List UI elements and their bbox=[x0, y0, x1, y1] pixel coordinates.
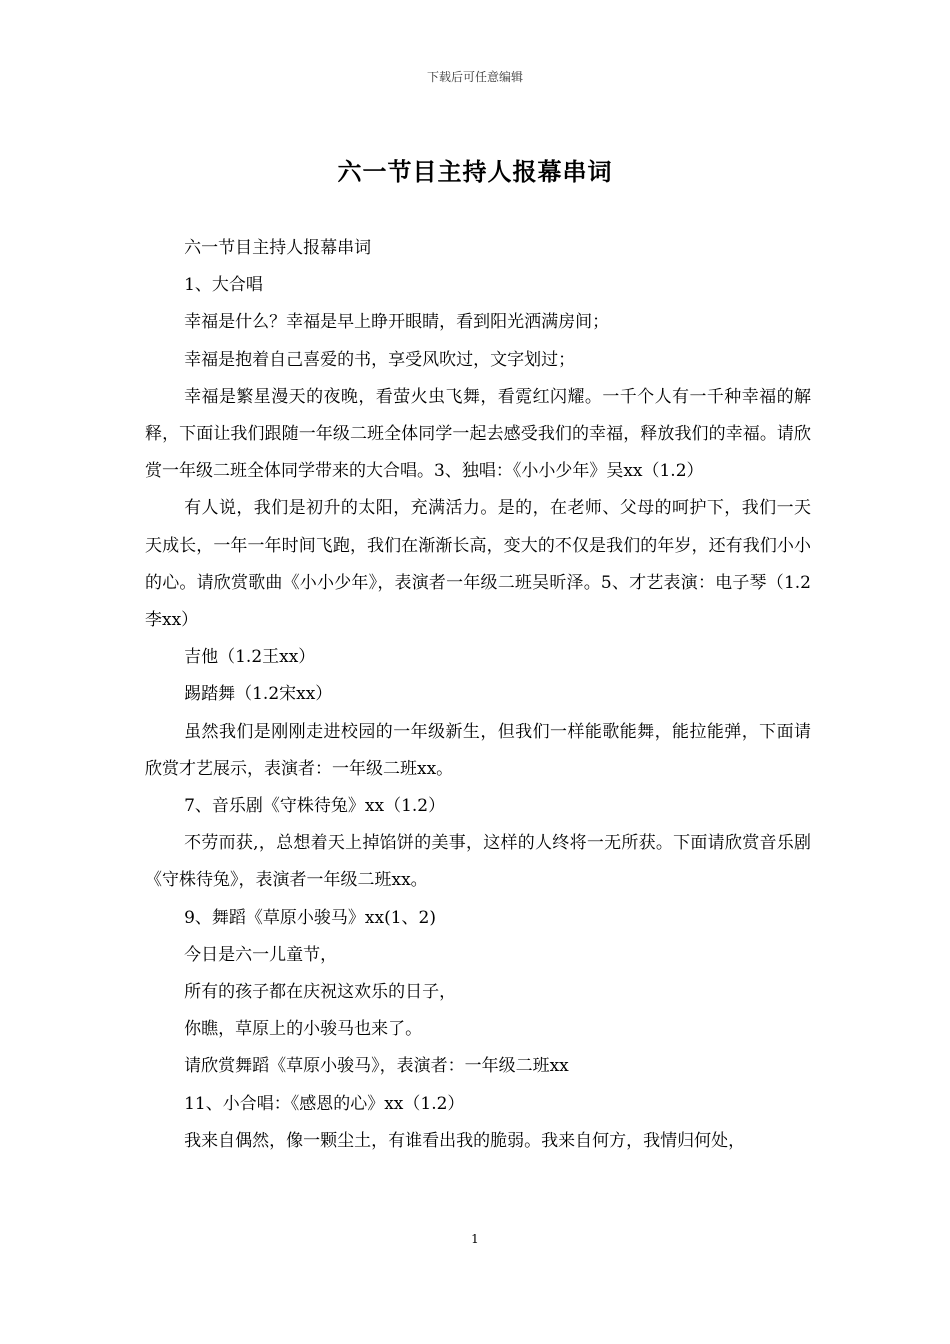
paragraph: 虽然我们是刚刚走进校园的一年级新生，但我们一样能歌能舞，能拉能弹，下面请欣赏才艺展示，表演者：一年级二班xx。 bbox=[145, 721, 811, 779]
paragraph: 7、音乐剧《守株待兔》xx（1.2） bbox=[184, 796, 446, 817]
paragraph: 1、大合唱 bbox=[184, 275, 263, 296]
paragraph: 所有的孩子都在庆祝这欢乐的日子， bbox=[184, 982, 457, 1003]
paragraph: 幸福是抱着自己喜爱的书，享受风吹过，文字划过； bbox=[184, 349, 576, 370]
paragraph: 请欣赏舞蹈《草原小骏马》，表演者：一年级二班xx bbox=[184, 1056, 569, 1077]
document-body bbox=[145, 230, 811, 1160]
paragraph: 踢踏舞（1.2宋xx） bbox=[184, 684, 333, 705]
page-number: 1 bbox=[471, 1232, 479, 1246]
paragraph: 有人说，我们是初升的太阳，充满活力。是的，在老师、父母的呵护下，我们一天天成长，一年一年时间飞跑，我们在渐渐长高，变大的不仅是我们的年岁，还有我们小小的心。请欣赏歌曲《小小少年》，表演者一年级二班吴昕泽。5、才艺表演：电子琴（1.2李xx） bbox=[145, 498, 811, 631]
paragraph: 你瞧，草原上的小骏马也来了。 bbox=[184, 1019, 423, 1040]
paragraph: 吉他（1.2王xx） bbox=[184, 647, 316, 668]
paragraph: 幸福是什么？幸福是早上睁开眼睛，看到阳光洒满房间； bbox=[184, 312, 610, 333]
paragraph: 我来自偶然，像一颗尘土，有谁看出我的脆弱。我来自何方，我情归何处， bbox=[184, 1130, 746, 1151]
paragraph: 不劳而获,，总想着天上掉馅饼的美事，这样的人终将一无所获。下面请欣赏音乐剧《守株待兔》，表演者一年级二班xx。 bbox=[145, 833, 811, 891]
paragraph: 11、小合唱：《感恩的心》xx（1.2） bbox=[184, 1093, 465, 1114]
paragraph: 幸福是繁星漫天的夜晚，看萤火虫飞舞，看霓红闪耀。一千个人有一千种幸福的解释，下面让我们跟随一年级二班全体同学一起去感受我们的幸福，释放我们的幸福。请欣赏一年级二班全体同学带来的大合唱。3、独唱：《小小少年》吴xx（1.2） bbox=[145, 386, 811, 482]
paragraph: 今日是六一儿童节， bbox=[184, 944, 338, 965]
document-title: 六一节目主持人报幕串词 bbox=[337, 158, 613, 186]
paragraph: 六一节目主持人报幕串词 bbox=[184, 238, 372, 258]
paragraph: 9、舞蹈《草原小骏马》xx(1、2) bbox=[184, 907, 436, 928]
header-note: 下载后可任意编辑 bbox=[426, 70, 523, 84]
